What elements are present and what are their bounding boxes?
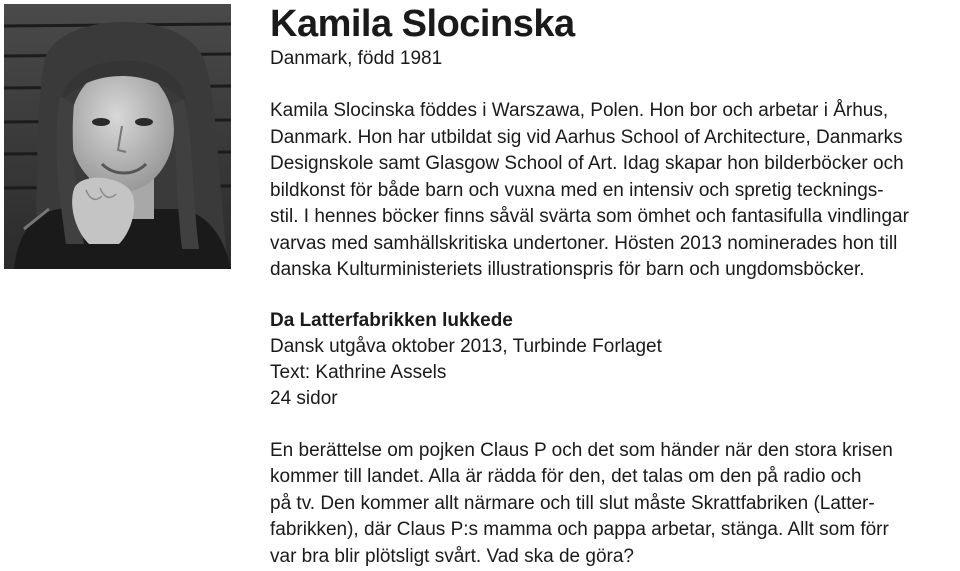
bio-line: Danmark. Hon har utbildat sig vid Aarhus School of Architecture, Danmarks [270,126,903,148]
book-edition: Dansk utgåva oktober 2013, Turbinde Forlaget [270,335,662,357]
bio-line: bildkonst för både barn och vuxna med en intensiv och spretig tecknings- [270,179,884,201]
author-portrait [4,4,231,269]
book-summary [270,438,960,571]
book-title: Da Latterfabrikken lukkede [270,309,513,331]
bio-line: stil. I hennes böcker finns såväl svärta som ömhet och fantasifulla vindlingar [270,206,909,227]
author-origin: Danmark, född 1981 [270,48,443,69]
author-name: Kamila Slocinska [270,3,575,45]
author-biography [270,98,960,284]
summary-line: på tv. Den kommer allt närmare och till slut måste Skrattfabriken (Latter- [270,492,875,514]
bio-line: Designskole samt Glasgow School of Art. Idag skapar hon bilderböcker och [270,153,904,174]
book-page-count: 24 sidor [270,387,338,409]
book-details [270,334,960,412]
summary-line: fabrikken), där Claus P:s mamma och pappa arbetar, stänga. Allt som förr [270,519,889,540]
book-text-credit: Text: Kathrine Assels [270,361,447,383]
author-profile [270,0,960,570]
bio-line: Kamila Slocinska föddes i Warszawa, Polen. Hon bor och arbetar i Århus, [270,100,889,121]
summary-line: En berättelse om pojken Claus P och det som händer när den stora krisen [270,439,893,461]
author-photo-illustration [4,4,231,269]
bio-line: varvas med samhällskritiska undertoner. Hösten 2013 nominerades hon till [270,232,898,254]
summary-line: kommer till landet. Alla är rädda för den, det talas om den på radio och [270,466,862,487]
summary-line: var bra blir plötsligt svårt. Vad ska de göra? [270,545,634,567]
bio-line: danska Kulturministeriets illustrationspris för barn och ungdomsböcker. [270,259,865,280]
